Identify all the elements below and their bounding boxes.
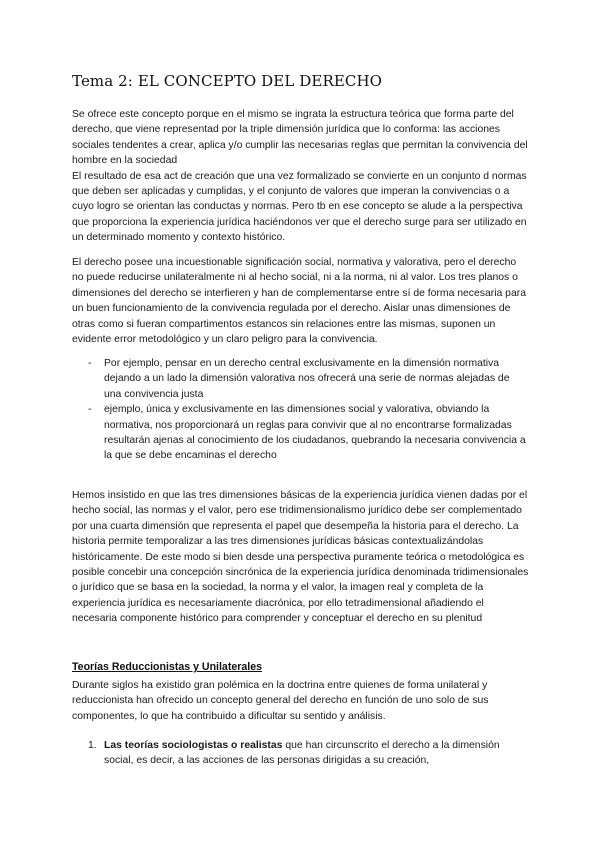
bullet-marker: -: [88, 404, 92, 416]
page-title: Tema 2: EL CONCEPTO DEL DERECHO: [72, 72, 383, 90]
dimensions-paragraph: El derecho posee una incuestionable significación social, normativa y valorativa, pero el derecho no puede reducirse unilateralmente ni al hecho social, ni a la norma, ni al valor. Los tres planos o dimensiones del derecho se interfieren y han de complementarse entre sí de forma necesaria para un buen funcionamiento de la convivencia regulada por el derecho. Aislar unas dimensiones de otras como si fueran compartimentos estancos sin relaciones entre las mismas, suponen un evidente error metodológico y un claro peligro para la convivencia.: [72, 257, 526, 346]
section-heading: Teorías Reduccionistas y Unilaterales: [72, 661, 262, 673]
intro-paragraph: [72, 107, 530, 246]
list-item-text: que han circunscrito el derecho a la dimensión social, es decir, a las acciones de las personas dirigidas a su creación,: [104, 740, 500, 767]
list-item-bold: Las teorías sociologistas o realistas: [104, 740, 283, 751]
list-item: [88, 402, 528, 464]
list-item-text: ejemplo, única y exclusivamente en las dimensiones social y valorativa, obviando la normativa, nos proporcionará un reglas para convivir que al no encontrarse formalizadas resultarán ajenas al conocimiento de los ciudadanos, quebrando la necesaria convivencia a la que se debe encaminas el derecho: [104, 404, 526, 462]
paragraph: Se ofrece este concepto porque en el mismo se ingrata la estructura teórica que forma parte del derecho, que viene representad por la triple dimensión jurídica que lo conforma: las acciones sociales tendentes a crear, aplica y/o cumplir las necesarias reglas que permitan la convivencia del hombre en la sociedad: [72, 109, 528, 167]
paragraph: El resultado de esa act de creación que una vez formalizado se convierte en un conjunto d normas que deben ser aplicadas y cumplidas, y el conjunto de valores que imperan la convivencias o a cuyo logro se orientan las conductas y normas. Pero tb en ese concepto se alude a la perspectiva que proporciona la experiencia jurídica haciéndonos ver que el derecho surge para ser utilizado en un determinado momento y contexto histórico.: [72, 170, 527, 244]
list-item-text: Por ejemplo, pensar en un derecho central exclusivamente en la dimensión normativa dejando a un lado la dimensión valorativa nos ofrecerá una serie de normas alejadas de una convivencia justa: [104, 358, 510, 400]
list-item: [88, 356, 528, 402]
bullet-marker: -: [88, 358, 92, 369]
bullet-list: [88, 356, 528, 464]
numbered-list: [88, 738, 528, 769]
history-paragraph: Hemos insistido en que las tres dimensiones básicas de la experiencia jurídica vienen dadas por el hecho social, las normas y el valor, pero ese tridimensionalismo jurídico debe ser complementado por una cuarta dimensión que representa el papel que desempeña la historia para el derecho. La historia permite temporalizar a las tres dimensiones jurídicas básicas contextualizándolas históricamente. De este modo si bien desde una perspectiva puramente teórica o metodológica es posible concebir una concepción sincrónica de la experiencia jurídica denominada tridimensionales o jurídico que se basa en la sociedad, la norma y el valor, la imagen real y completa de la experiencia jurídica es necesariamente diacrónica, por ello tetradimensional añadiendo el necesaria componente histórico para comprender y conceptuar el derecho en su plenitud: [72, 490, 529, 625]
list-item: [88, 738, 528, 769]
reductionist-paragraph: Durante siglos ha existido gran polémica en la doctrina entre quienes de forma unilateral y reduccionista han ofrecido un concepto general del derecho en función de uno solo de sus componentes, lo que ha contribuido a dificultar su sentido y análisis.: [72, 680, 489, 722]
list-number: 1.: [88, 740, 97, 751]
